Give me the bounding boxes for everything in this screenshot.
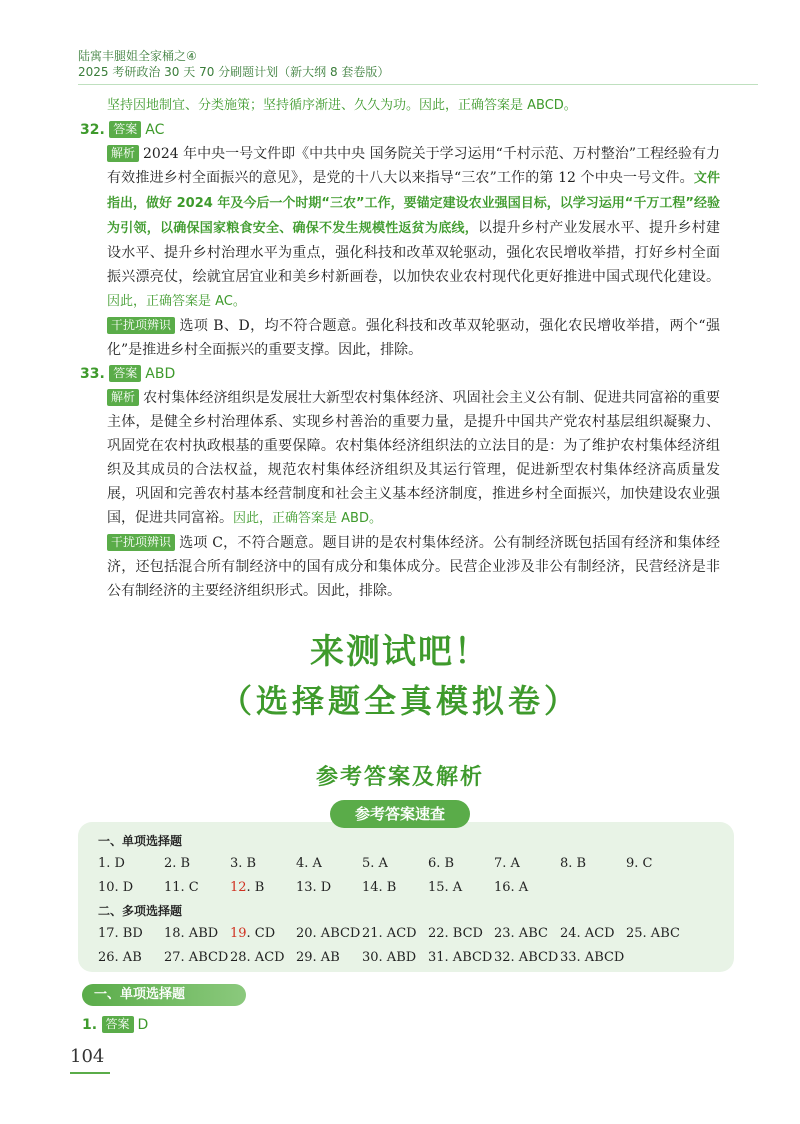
- answer-item: 7. A: [494, 856, 520, 871]
- answer-item: 31. ABCD: [428, 950, 493, 965]
- q33-number: 33.: [80, 366, 105, 382]
- answer-item: 15. A: [428, 880, 463, 895]
- answer-item: 23. ABC: [494, 926, 548, 941]
- q32-analysis-highlight: 文件指出，做好 2024 年及今后一个时期“三农”工作，要锚定建设农业强国目标，以学习运用“千万工程”经验为引领，以确保国家粮食安全、确保不发生规模性返贫为底线，: [107, 171, 720, 236]
- header-book-title: 2025 考研政治 30 天 70 分刷题计划（新大纲 8 套卷版）: [78, 65, 390, 79]
- answer-tag: 答案: [102, 1016, 134, 1033]
- answer-item: 25. ABC: [626, 926, 680, 941]
- answer-item: 19. CD: [230, 926, 276, 941]
- answer-item: 5. A: [362, 856, 388, 871]
- q32-distractor: [80, 314, 720, 362]
- single-choice-answers: [98, 852, 728, 900]
- answer-item: 4. A: [296, 856, 322, 871]
- answer-item: 12. B: [230, 880, 265, 895]
- q32-number: 32.: [80, 122, 105, 138]
- q32-distractor-text: 选项 B、D，均不符合题意。强化科技和改革双轮驱动，强化农民增收举措，两个“强化”是推进乡村全面振兴的重要支撑。因此，排除。: [107, 318, 720, 358]
- section-heading-single: 一、单项选择题: [82, 984, 246, 1006]
- q33-distractor-text: 选项 C，不符合题意。题目讲的是农村集体经济。公有制经济既包括国有经济和集体经济，还包括混合所有制经济中的国有成分和集体成分。民营企业涉及非公有制经济，民营经济是非公有制经济的主要经济组织形式。因此，排除。: [107, 535, 720, 599]
- answer-item: 8. B: [560, 856, 587, 871]
- answer-item: 28. ACD: [230, 950, 285, 965]
- answer-item: 6. B: [428, 856, 455, 871]
- answer-row: [98, 852, 728, 876]
- q32-analysis-part2: 以提升乡村产业发展水平、提升乡村建设水平、提升乡村治理水平为重点，强化科技和改革双轮驱动，强化农民增收举措，打好乡村全面振兴漂亮仗，绘就宜居宜业和美乡村新画卷，以加快农业农村现代化更好推进中国式现代化建设。: [107, 220, 720, 285]
- answer-item: 18. ABD: [164, 926, 219, 941]
- answer-item: 27. ABCD: [164, 950, 229, 965]
- answer-tag: 答案: [109, 365, 141, 382]
- answer-item: 29. AB: [296, 950, 340, 965]
- header-series-title: 陆寓丰腿姐全家桶之④: [78, 49, 197, 63]
- q33-distractor: [80, 531, 720, 603]
- multi-choice-answers: [98, 922, 728, 970]
- answers-heading: 参考答案及解析: [315, 765, 484, 790]
- answer-item: 30. ABD: [362, 950, 417, 965]
- answer-item: 22. BCD: [428, 926, 483, 941]
- q33-conclusion: 因此，正确答案是 ABD。: [233, 511, 382, 526]
- analysis-tag: 解析: [107, 145, 139, 162]
- q33-answer-line: [80, 362, 720, 386]
- answer-item: 1. D: [98, 856, 125, 871]
- q33-answer: ABD: [145, 366, 176, 382]
- q33-analysis-text: 农村集体经济组织是发展壮大新型农村集体经济、巩固社会主义公有制、促进共同富裕的重要主体，是健全乡村治理体系、实现乡村善治的重要力量，是提升中国共产党农村基层组织凝聚力、巩固党在农村执政根基的重要保障。农村集体经济组织法的立法目的是：为了维护农村集体经济组织及其成员的合法权益，规范农村集体经济组织及其运行管理，促进新型农村集体经济高质量发展，巩固和完善农村基本经营制度和社会主义基本经济制度，推进乡村全面振兴，加快建设农业强国，促进共同富裕。: [107, 390, 720, 526]
- q1-number: 1.: [82, 1017, 98, 1033]
- answer-item: 3. B: [230, 856, 257, 871]
- answer-item: 33. ABCD: [560, 950, 625, 965]
- answer-item: 21. ACD: [362, 926, 417, 941]
- distractor-tag: 干扰项辨识: [107, 534, 175, 551]
- q1-answer-line: [82, 1014, 148, 1036]
- q33-analysis: [80, 386, 720, 531]
- distractor-tag: 干扰项辨识: [107, 317, 175, 334]
- test-subtitle: （选择题全真模拟卷）: [219, 682, 580, 720]
- carry-over-conclusion: 坚持因地制宜、分类施策；坚持循序渐进、久久为功。因此，正确答案是 ABCD。: [107, 98, 577, 113]
- q1-answer: D: [137, 1017, 149, 1033]
- analysis-tag: 解析: [107, 389, 139, 406]
- running-header: [78, 48, 758, 80]
- answer-item: 13. D: [296, 880, 332, 895]
- q32-analysis-part1: 2024 年中央一号文件即《中共中央 国务院关于学习运用“千村示范、万村整治”工程经验有力有效推进乡村全面振兴的意见》，是党的十八大以来指导“三农”工作的第 12 个中央一号文件。: [107, 146, 720, 186]
- quick-answer-pill: 参考答案速查: [330, 800, 470, 828]
- answer-item: 32. ABCD: [494, 950, 559, 965]
- answer-item: 20. ABCD: [296, 926, 361, 941]
- page-number: 104: [70, 1046, 105, 1067]
- quick-answer-list: [98, 830, 728, 970]
- answer-item: 26. AB: [98, 950, 142, 965]
- q32-answer: AC: [145, 122, 165, 138]
- explanations: [80, 94, 720, 603]
- answer-item: 14. B: [362, 880, 397, 895]
- answer-item: 17. BD: [98, 926, 143, 941]
- q32-conclusion: 因此，正确答案是 AC。: [107, 294, 246, 309]
- answer-tag: 答案: [109, 121, 141, 138]
- answer-item: 9. C: [626, 856, 653, 871]
- answer-item: 2. B: [164, 856, 191, 871]
- test-title: 来测试吧！: [310, 632, 490, 672]
- answer-item: 24. ACD: [560, 926, 615, 941]
- multi-choice-heading: 二、多项选择题: [98, 904, 183, 918]
- answer-row: [98, 946, 728, 970]
- answer-item: 10. D: [98, 880, 134, 895]
- q32-answer-line: [80, 118, 720, 142]
- q32-analysis: [80, 142, 720, 314]
- page-number-underline: [70, 1072, 110, 1074]
- answer-row: [98, 922, 728, 946]
- answer-row: [98, 876, 728, 900]
- single-choice-heading: 一、单项选择题: [98, 834, 183, 848]
- answer-item: 16. A: [494, 880, 529, 895]
- header-divider: [78, 84, 758, 85]
- answer-item: 11. C: [164, 880, 199, 895]
